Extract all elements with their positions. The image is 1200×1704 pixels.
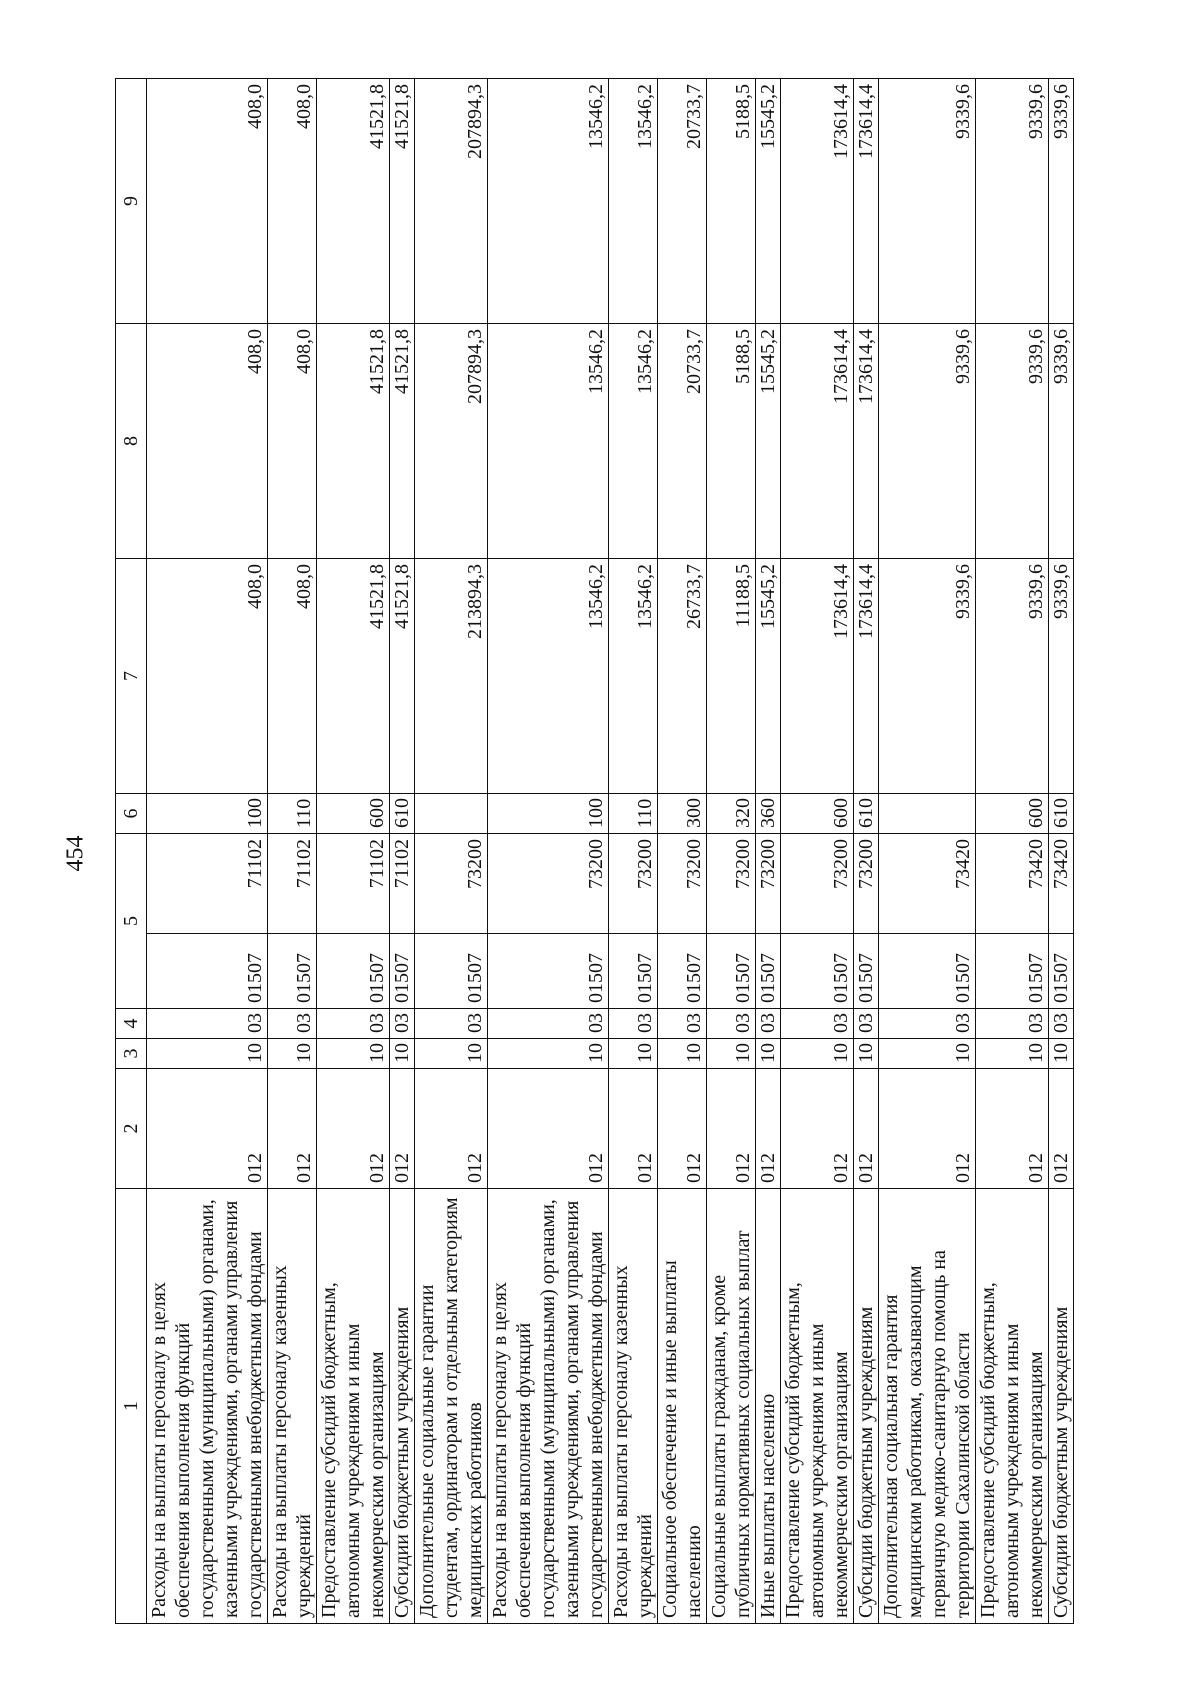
row-value-year-2: 41521,8 xyxy=(317,324,390,559)
row-section: 10 xyxy=(707,1039,756,1069)
row-section: 10 xyxy=(147,1039,268,1069)
row-value-year-2: 173614,4 xyxy=(854,324,879,559)
row-ministry-code: 012 xyxy=(415,1069,488,1189)
row-value-year-2: 15545,2 xyxy=(756,324,781,559)
row-description: Расходы на выплаты персоналу в целях обеспечения выполнения функций государственными (муниципальными) органами, казенными учреждениями, органами управления государственными внебюджетными фондами xyxy=(488,1189,609,1624)
row-description: Субсидии бюджетным учреждениям xyxy=(1049,1189,1074,1624)
row-direction-code: 71102 xyxy=(317,834,390,934)
row-value-year-3: 207894,3 xyxy=(415,79,488,324)
row-program-code: 01507 xyxy=(268,934,317,1009)
table-row xyxy=(756,79,781,1624)
row-value-year-3: 5188,5 xyxy=(707,79,756,324)
table-row xyxy=(317,79,390,1624)
row-subsection: 03 xyxy=(415,1009,488,1039)
header-cell: 6 xyxy=(116,794,147,834)
header-cell: 3 xyxy=(116,1039,147,1069)
row-ministry-code: 012 xyxy=(1049,1069,1074,1189)
row-value-year-3: 408,0 xyxy=(147,79,268,324)
row-direction-code: 73200 xyxy=(854,834,879,934)
header-cell: 2 xyxy=(116,1069,147,1189)
row-value-year-1: 41521,8 xyxy=(390,559,415,794)
row-ministry-code: 012 xyxy=(609,1069,658,1189)
row-program-code: 01507 xyxy=(415,934,488,1009)
row-program-code: 01507 xyxy=(756,934,781,1009)
row-ministry-code: 012 xyxy=(707,1069,756,1189)
row-section: 10 xyxy=(415,1039,488,1069)
header-cell: 7 xyxy=(116,559,147,794)
row-program-code: 01507 xyxy=(390,934,415,1009)
row-program-code: 01507 xyxy=(658,934,707,1009)
row-value-year-2: 41521,8 xyxy=(390,324,415,559)
row-expense-type: 320 xyxy=(707,794,756,834)
table-row xyxy=(390,79,415,1624)
row-direction-code: 73200 xyxy=(781,834,854,934)
row-section: 10 xyxy=(488,1039,609,1069)
row-program-code: 01507 xyxy=(854,934,879,1009)
table-row xyxy=(1049,79,1074,1624)
row-subsection: 03 xyxy=(879,1009,976,1039)
row-value-year-1: 173614,4 xyxy=(781,559,854,794)
row-value-year-3: 20733,7 xyxy=(658,79,707,324)
row-section: 10 xyxy=(658,1039,707,1069)
row-value-year-3: 9339,6 xyxy=(879,79,976,324)
row-program-code: 01507 xyxy=(1049,934,1074,1009)
row-ministry-code: 012 xyxy=(879,1069,976,1189)
row-subsection: 03 xyxy=(707,1009,756,1039)
row-ministry-code: 012 xyxy=(658,1069,707,1189)
row-description: Расходы на выплаты персоналу казенных учреждений xyxy=(268,1189,317,1624)
row-ministry-code: 012 xyxy=(317,1069,390,1189)
row-value-year-1: 173614,4 xyxy=(854,559,879,794)
row-program-code: 01507 xyxy=(781,934,854,1009)
row-expense-type: 600 xyxy=(317,794,390,834)
table-row xyxy=(268,79,317,1624)
row-program-code: 01507 xyxy=(317,934,390,1009)
row-description: Предоставление субсидий бюджетным, автономным учреждениям и иным некоммерческим организациям xyxy=(317,1189,390,1624)
row-direction-code: 73200 xyxy=(658,834,707,934)
row-value-year-3: 13546,2 xyxy=(609,79,658,324)
row-description: Дополнительная социальная гарантия медицинским работникам, оказывающим первичную медико-санитарную помощь на территории Сахалинской области xyxy=(879,1189,976,1624)
row-value-year-3: 15545,2 xyxy=(756,79,781,324)
row-ministry-code: 012 xyxy=(781,1069,854,1189)
row-value-year-1: 13546,2 xyxy=(609,559,658,794)
rotated-budget-table-sheet xyxy=(115,79,1072,1624)
row-subsection: 03 xyxy=(488,1009,609,1039)
row-ministry-code: 012 xyxy=(268,1069,317,1189)
row-direction-code: 71102 xyxy=(268,834,317,934)
row-direction-code: 73200 xyxy=(488,834,609,934)
row-value-year-2: 13546,2 xyxy=(609,324,658,559)
row-direction-code: 73200 xyxy=(707,834,756,934)
row-description: Предоставление субсидий бюджетным, автономным учреждениям и иным некоммерческим организациям xyxy=(781,1189,854,1624)
row-direction-code: 73420 xyxy=(879,834,976,934)
row-value-year-3: 41521,8 xyxy=(317,79,390,324)
table-row xyxy=(781,79,854,1624)
row-ministry-code: 012 xyxy=(390,1069,415,1189)
row-direction-code: 71102 xyxy=(390,834,415,934)
row-section: 10 xyxy=(781,1039,854,1069)
row-direction-code: 71102 xyxy=(147,834,268,934)
row-description: Расходы на выплаты персоналу казенных учреждений xyxy=(609,1189,658,1624)
row-expense-type xyxy=(415,794,488,834)
table-row xyxy=(976,79,1049,1624)
row-subsection: 03 xyxy=(756,1009,781,1039)
row-direction-code: 73200 xyxy=(756,834,781,934)
row-value-year-2: 9339,6 xyxy=(879,324,976,559)
row-expense-type: 610 xyxy=(390,794,415,834)
row-value-year-1: 15545,2 xyxy=(756,559,781,794)
row-direction-code: 73200 xyxy=(415,834,488,934)
row-description: Иные выплаты населению xyxy=(756,1189,781,1624)
row-section: 10 xyxy=(390,1039,415,1069)
row-description: Предоставление субсидий бюджетным, автономным учреждениям и иным некоммерческим организациям xyxy=(976,1189,1049,1624)
header-cell: 9 xyxy=(116,79,147,324)
row-ministry-code: 012 xyxy=(488,1069,609,1189)
row-subsection: 03 xyxy=(147,1009,268,1039)
table-row xyxy=(609,79,658,1624)
row-ministry-code: 012 xyxy=(976,1069,1049,1189)
row-section: 10 xyxy=(976,1039,1049,1069)
row-section: 10 xyxy=(609,1039,658,1069)
row-value-year-2: 5188,5 xyxy=(707,324,756,559)
row-subsection: 03 xyxy=(976,1009,1049,1039)
row-value-year-2: 173614,4 xyxy=(781,324,854,559)
row-program-code: 01507 xyxy=(707,934,756,1009)
row-section: 10 xyxy=(879,1039,976,1069)
row-value-year-1: 41521,8 xyxy=(317,559,390,794)
row-expense-type: 610 xyxy=(1049,794,1074,834)
row-value-year-1: 9339,6 xyxy=(976,559,1049,794)
row-expense-type: 110 xyxy=(609,794,658,834)
row-value-year-2: 9339,6 xyxy=(976,324,1049,559)
row-description: Субсидии бюджетным учреждениям xyxy=(390,1189,415,1624)
row-value-year-1: 408,0 xyxy=(268,559,317,794)
row-subsection: 03 xyxy=(317,1009,390,1039)
row-direction-code: 73200 xyxy=(609,834,658,934)
row-expense-type: 100 xyxy=(147,794,268,834)
row-value-year-3: 173614,4 xyxy=(854,79,879,324)
budget-table xyxy=(115,78,1074,1624)
row-value-year-1: 408,0 xyxy=(147,559,268,794)
table-row xyxy=(488,79,609,1624)
row-value-year-2: 408,0 xyxy=(147,324,268,559)
row-value-year-1: 13546,2 xyxy=(488,559,609,794)
row-expense-type: 100 xyxy=(488,794,609,834)
row-value-year-1: 213894,3 xyxy=(415,559,488,794)
table-row xyxy=(854,79,879,1624)
header-cell: 8 xyxy=(116,324,147,559)
row-value-year-3: 13546,2 xyxy=(488,79,609,324)
row-section: 10 xyxy=(756,1039,781,1069)
row-value-year-3: 173614,4 xyxy=(781,79,854,324)
row-ministry-code: 012 xyxy=(147,1069,268,1189)
row-expense-type: 610 xyxy=(854,794,879,834)
row-program-code: 01507 xyxy=(879,934,976,1009)
row-value-year-1: 11188,5 xyxy=(707,559,756,794)
row-program-code: 01507 xyxy=(976,934,1049,1009)
row-value-year-1: 9339,6 xyxy=(1049,559,1074,794)
row-direction-code: 73420 xyxy=(976,834,1049,934)
row-value-year-1: 26733,7 xyxy=(658,559,707,794)
row-program-code: 01507 xyxy=(488,934,609,1009)
row-subsection: 03 xyxy=(609,1009,658,1039)
row-description: Социальное обеспечение и иные выплаты населению xyxy=(658,1189,707,1624)
row-value-year-3: 9339,6 xyxy=(976,79,1049,324)
row-expense-type: 600 xyxy=(976,794,1049,834)
header-row xyxy=(116,79,147,1624)
row-value-year-3: 9339,6 xyxy=(1049,79,1074,324)
row-expense-type: 600 xyxy=(781,794,854,834)
row-value-year-2: 408,0 xyxy=(268,324,317,559)
row-expense-type: 360 xyxy=(756,794,781,834)
table-row xyxy=(658,79,707,1624)
row-section: 10 xyxy=(268,1039,317,1069)
row-value-year-2: 207894,3 xyxy=(415,324,488,559)
header-cell: 5 xyxy=(116,834,147,1009)
table-row xyxy=(147,79,268,1624)
row-value-year-2: 13546,2 xyxy=(488,324,609,559)
row-program-code: 01507 xyxy=(147,934,268,1009)
table-row xyxy=(415,79,488,1624)
row-description: Социальные выплаты гражданам, кроме публичных нормативных социальных выплат xyxy=(707,1189,756,1624)
header-cell: 4 xyxy=(116,1009,147,1039)
row-subsection: 03 xyxy=(268,1009,317,1039)
header-cell: 1 xyxy=(116,1189,147,1624)
page-number: 454 xyxy=(62,835,89,872)
row-expense-type xyxy=(879,794,976,834)
row-subsection: 03 xyxy=(1049,1009,1074,1039)
row-value-year-2: 20733,7 xyxy=(658,324,707,559)
row-value-year-3: 41521,8 xyxy=(390,79,415,324)
row-description: Субсидии бюджетным учреждениям xyxy=(854,1189,879,1624)
row-ministry-code: 012 xyxy=(854,1069,879,1189)
row-subsection: 03 xyxy=(854,1009,879,1039)
row-section: 10 xyxy=(317,1039,390,1069)
row-subsection: 03 xyxy=(390,1009,415,1039)
table-body xyxy=(147,79,1074,1624)
row-value-year-2: 9339,6 xyxy=(1049,324,1074,559)
row-expense-type: 110 xyxy=(268,794,317,834)
row-description: Дополнительные социальные гарантии студентам, ординаторам и отдельным категориям медицинских работников xyxy=(415,1189,488,1624)
row-section: 10 xyxy=(1049,1039,1074,1069)
row-description: Расходы на выплаты персоналу в целях обеспечения выполнения функций государственными (муниципальными) органами, казенными учреждениями, органами управления государственными внебюджетными фондами xyxy=(147,1189,268,1624)
row-expense-type: 300 xyxy=(658,794,707,834)
row-subsection: 03 xyxy=(658,1009,707,1039)
row-section: 10 xyxy=(854,1039,879,1069)
row-program-code: 01507 xyxy=(609,934,658,1009)
row-direction-code: 73420 xyxy=(1049,834,1074,934)
table-row xyxy=(879,79,976,1624)
row-value-year-3: 408,0 xyxy=(268,79,317,324)
row-ministry-code: 012 xyxy=(756,1069,781,1189)
table-row xyxy=(707,79,756,1624)
row-subsection: 03 xyxy=(781,1009,854,1039)
row-value-year-1: 9339,6 xyxy=(879,559,976,794)
